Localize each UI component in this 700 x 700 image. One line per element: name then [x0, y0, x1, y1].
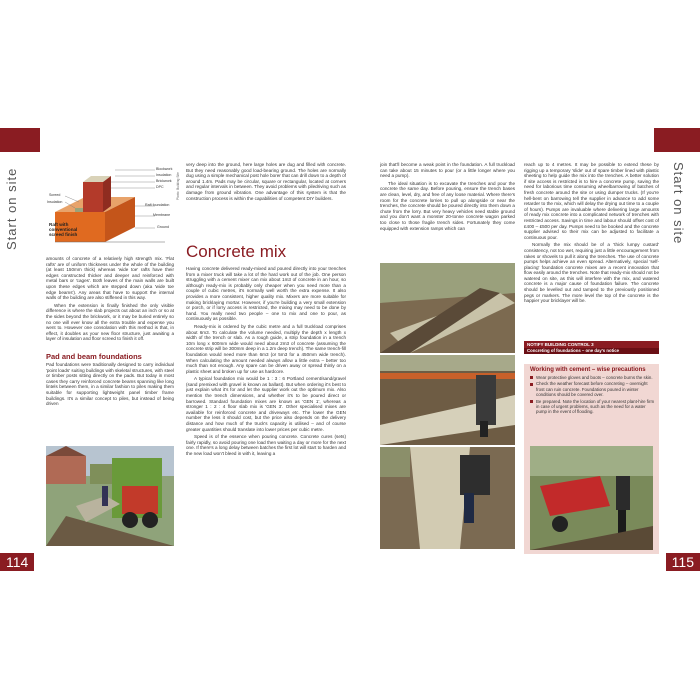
paragraph: join that'll become a weak point in the foundation. A full truckload can take about 15 minutes to pour (or a little longer where you need a pump).: [380, 162, 515, 179]
trench-photo-1-image: [380, 263, 515, 353]
list-item: Check the weather forecast before concreting – overnight frost can ruin concrete. Foundations poured in winter conditions should be covered over.: [530, 381, 655, 397]
concrete-mix-heading: Concrete mix: [186, 242, 287, 261]
paragraph: very deep into the ground, here large holes are dug and filled with concrete. But they need reasonably good load-bearing ground. The holes are normally dug using a simple mechanical post hole borer that can drill down to a depth of around 1.4m. Pads may be circular, square or rectangular, located at corners and regular intervals in between. They avoid problems with piledriving such as damage from ground vibration. One advantage of this system is that the construction process is within the capabilities of competent DIY builders.: [186, 162, 346, 201]
diagram-caption: Raft with conventional screed finish: [49, 222, 78, 238]
paragraph: The ideal situation is to excavate the trenches and pour the concrete the same day. Before pouring, ensure the trench bases are clean, level, dry, and free of any loose material. Where there's room for the concrete lorries to pull up alongside or near the trenches, the concrete should be poured directly into them down a chute from the lorry. But very heavy vehicles need stable ground and you don't want a monster 20-tonne concrete wagon parked too close to those fragile trench sides. Fortunately they come equipped with extension ramps which can: [380, 180, 515, 231]
photo-credit: Photo: Building Site: [176, 172, 180, 200]
diagram-label-insulation: Insulation: [47, 200, 63, 204]
notify-bar-2: Concreting of foundations – one day's notice: [524, 348, 659, 354]
list-item: Be prepared. Note the location of your nearest plant-hire firm in case of urgent problems, such as the need for a water pump in the event of flooding.: [530, 399, 655, 415]
left-tab: [0, 128, 40, 152]
left-col1-text: [46, 256, 174, 352]
diagram-label-brickwork: Brickwork: [156, 179, 172, 183]
paragraph: Normally the mix should be of a 'thick lumpy custard' consistency, not too wet, requiring just a little encouragement from rakes or shovels to pull it along the trenches. The use of concrete pumps helps achieve an even spread. Alternatively, special 'self-placing' foundation concrete mixes are a recent innovation that flow easily around the trenches. Note that ready-mix should not be watered on site, as this will interfere with the mix, and watered concrete is a major cause of foundation failure. The concrete should be levelled out and tamped to the previously positioned pegs or markers. The more level the top of the concrete is the happier your bricklayer will be.: [524, 242, 659, 304]
right-col4-text: [524, 162, 659, 342]
diagram-label-membrane: Membrane: [153, 213, 171, 217]
list-item: Wear protective gloves and boots – concrete burns the skin.: [530, 375, 655, 380]
left-section-title: Start on site: [4, 167, 19, 250]
diagram-label-ground: Ground: [157, 225, 169, 229]
diagram-label-insulation-top: Insulation: [156, 173, 172, 177]
pad-beam-heading: Pad and beam foundations: [46, 352, 142, 361]
paragraph: Having concrete delivered ready-mixed and poured directly into your trenches from a mixer truck will take a lot of the hard work out of the job. One person struggling with a cement mixer can mix about 1m3 of concrete in an hour, so although ready-mix is probably only cheaper when you need more than a couple of cubic metres, it's normally well worth the extra expense. It also provides a more consistent, higher quality mix. Mixers are more suitable for making bricklaying mortar. However, if you're building a very small extension or porch, or if lorry access is restricted, the mixing may need to be done by hand. You really need two people – one to mix and one to pour, as continuously as possible.: [186, 266, 346, 322]
left-col2-text: [186, 266, 346, 552]
paragraph: amounts of concrete of a relatively high strength mix. 'Flat rafts' are of uniform thickness under the whole of the building (at least 150mm thick) whereas 'wide toe' rafts have their edges constructed thicker and deeper and reinforced with metal bars or 'cages'. Both leaves of the main walls are built upon these edges which are stepped down (aka 'wide toe edge beams'). Any areas that have to support the internal walls of the building are also stiffened in this way.: [46, 256, 174, 301]
right-page-number: 115: [666, 553, 700, 571]
diagram-label-screed: Screed: [49, 193, 61, 197]
trench-photo-2-image: [380, 355, 515, 445]
notify-bar-1: NOTIFY BUILDING CONTROL 3: [524, 341, 659, 348]
diagram-label-blockwork: Blockwork: [156, 167, 173, 171]
trench-photo-3-image: [380, 447, 515, 549]
trench-photo-1: [380, 263, 515, 353]
trench-photo-3: [380, 447, 515, 549]
trench-photo-2: [380, 355, 515, 445]
wheelbarrow-photo-image: [530, 446, 653, 550]
cement-box-heading: Working with cement – wise precautions: [530, 367, 646, 373]
right-tab: [654, 128, 700, 152]
diagram-label-raft: Raft foundation: [145, 203, 170, 207]
cement-box-list: [524, 375, 659, 415]
paragraph: A typical foundation mix would be 1 : 3 : 6 Portland cement/sand/gravel (sand premixed with gravel is known as ballast). But when ordering it's best to just explain what it's for and let the supplier work out the optimum mix. Also mention the trench dimensions, and whether it's to be poured direct or barrowed. Standard foundation mixes are known as 'GEN 1', whereas a stronger 1 : 2 : 4 floor slab mix is 'GEN 3'. Other specialised mixes are available for reinforced concrete and driveways etc. The lower the GEN number the less it should cost, but the price also depends on the delivery distance and how much of the truck's capacity is utilised – and of course greater quantities should translate into lower prices per cubic metre.: [186, 376, 346, 432]
paragraph: When the extension is finally finished the only visible difference is where the slab projects out about an inch or so at the sides beyond the brickwork, or it may be buried entirely so no one will ever know all the extra trouble and expense you went to. However one consolation with this method is that, in effect, it doubles as your new floor structure, just awaiting a layer of insulation and floor screed to finish it off.: [46, 302, 174, 342]
mixer-truck-photo-image: [46, 446, 174, 546]
diagram-label-dpc: DPC: [156, 185, 164, 189]
paragraph: reach up to 4 metres. It may be possible to extend these by rigging up a temporary 'slide' out of spare timber lined with plastic sheeting to help guide the mix into the trenches. A better solution if site access is restricted is to hire a concrete pump, saving the need for laborious time consuming wheelbarrowing of batches of fresh concrete around the site or using dumper trucks. (If you're hell-bent on barrowing tell the supplier in advance to add some retarder to the mix, which will delay the drying out time to a couple of hours). Pumps are invaluable where delivering large amounts of ready mix concrete into a complicated network of trenches with restricted access. Savings in time and labour should offset cost of £400 – £500 per day. Pumps need to be booked and the concrete supplier advised so their mix can be adjusted to facilitate a continuous pour.: [524, 162, 659, 240]
raft-diagram: [45, 162, 180, 252]
left-page-number: 114: [0, 553, 34, 571]
wheelbarrow-photo: [530, 446, 653, 550]
pad-beam-text: [46, 362, 174, 438]
mixer-truck-photo: [46, 446, 174, 546]
right-section-title: Start on site: [671, 162, 686, 245]
paragraph: Ready-mix is ordered by the cubic metre and a full truckload comprises about 6m3. To calculate the volume needed, multiply the depth x length x width of the trench or slab. As a rough guide, a strip foundation in a trench 10m long x 600mm wide would need about 2m3 of concrete (assuming the concrete strip will be 300mm deep in a 1.2m deep trench). The same trench-fill foundation would need more than 6m3 (or 5m3 for a 450mm wide trench). When calculating the amount needed always allow a little extra – better too much than not enough. Any spare can be driven away or spread thinly on a plastic sheet and broken up for use as hardcore.: [186, 323, 346, 374]
cement-precautions-box: [524, 364, 659, 554]
paragraph: Pad foundations were traditionally designed to carry individual 'point loads' suiting buildings with skeletal structures, with steel or timber posts sitting directly on the pads. But today in most cases they carry reinforced concrete beams spanning like long lintels between them, in a similar fashion to piles making them suitable for supporting lightweight panel timber frame buildings. It's a similar concept to piles, but instead of being driven: [46, 362, 174, 407]
paragraph: Speed is of the essence when pouring concrete. Concrete cures (sets) fairly rapidly, so avoid pouring one load then waiting a day or more for the next one. If there's a long delay between batches the first lot will start to harden and the new load won't bleed in with it, leaving a: [186, 434, 346, 456]
left-col2-top-text: [186, 162, 346, 240]
right-col3-text: [380, 162, 515, 262]
